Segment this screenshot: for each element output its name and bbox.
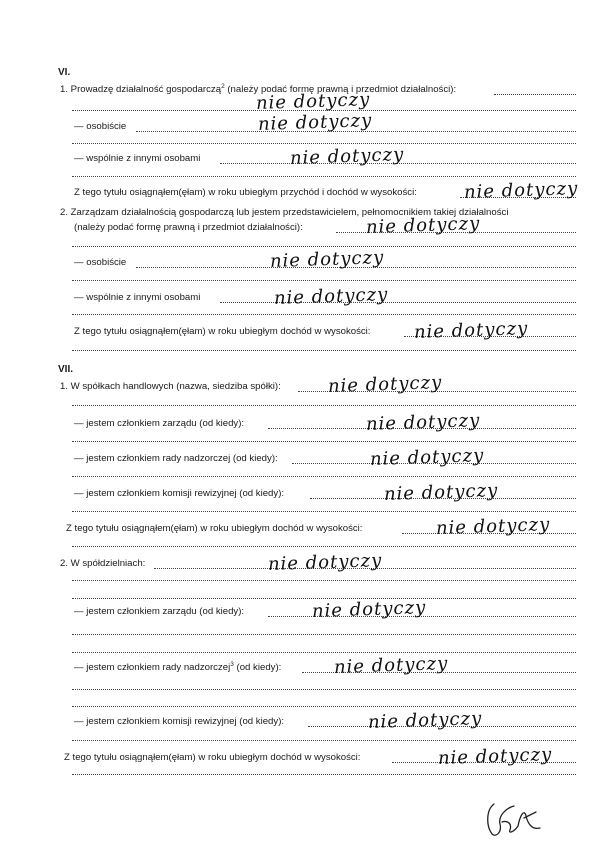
vii-1-income-answer: nie dotyczy — [435, 514, 551, 539]
vii-1-dotted-line-2 — [72, 405, 576, 406]
vi-2-answer: nie dotyczy — [365, 213, 481, 238]
vii-2-supervisory-line-2 — [72, 689, 576, 690]
vii-2-label: 2. W spółdzielniach: — [60, 558, 146, 569]
vii-1-supervisory-label: — jestem członkiem rady nadzorczej (od kiedy): — [74, 453, 278, 464]
vii-2-board-answer: nie dotyczy — [311, 597, 427, 622]
vi-1-joint-answer: nie dotyczy — [289, 144, 405, 169]
vii-1-supervisory-line-2 — [72, 476, 576, 477]
vii-2-supervisory-line-3 — [72, 706, 576, 707]
vi-2-dotted-line-2 — [72, 246, 576, 247]
vi-2-income-line-2 — [72, 350, 576, 351]
vii-1-label: 1. W spółkach handlowych (nazwa, siedziba spółki): — [60, 381, 281, 392]
vi-1-label: 1. Prowadzę działalność gospodarczą$^2$ (należy podać formę prawną i przedmiot działalności): — [60, 82, 457, 95]
vi-1-answer: nie dotyczy — [255, 89, 371, 114]
vii-1-supervisory-answer: nie dotyczy — [369, 445, 485, 470]
vii-2-income-line-2 — [72, 774, 576, 775]
vi-2-personal-answer: nie dotyczy — [269, 247, 385, 272]
vi-2-joint-answer: nie dotyczy — [273, 284, 389, 309]
vii-2-audit-label: — jestem członkiem komisji rewizyjnej (od kiedy): — [74, 716, 285, 727]
vi-1-personal-label: — osobiście — [74, 121, 127, 132]
vi-2-income-label: Z tego tytułu osiągnąłem(ęłam) w roku ubiegłym dochód w wysokości: — [74, 326, 371, 337]
vii-1-audit-line-2 — [72, 511, 576, 512]
vii-1-income-line-2 — [72, 546, 576, 547]
section-vii-heading: VII. — [58, 364, 74, 375]
vii-2-dotted-line-2 — [72, 580, 576, 581]
vii-2-dotted-line-3 — [72, 598, 576, 599]
vi-2-personal-line-2 — [72, 280, 576, 281]
vii-1-audit-answer: nie dotyczy — [383, 480, 499, 505]
vi-2-personal-label: — osobiście — [74, 257, 127, 268]
vii-1-answer: nie dotyczy — [327, 372, 443, 397]
vii-2-supervisory-answer: nie dotyczy — [333, 653, 449, 678]
vii-2-audit-answer: nie dotyczy — [367, 708, 483, 733]
vii-2-income-answer: nie dotyczy — [437, 744, 553, 769]
vii-1-board-line-2 — [72, 441, 576, 442]
vii-2-audit-line-2 — [72, 740, 576, 741]
vii-1-audit-label: — jestem członkiem komisji rewizyjnej (od kiedy): — [74, 488, 285, 499]
signature-image — [480, 796, 550, 844]
vii-1-board-answer: nie dotyczy — [365, 410, 481, 435]
vii-1-board-label: — jestem członkiem zarządu (od kiedy): — [74, 418, 245, 429]
vii-2-board-line-2 — [72, 634, 576, 635]
vi-1-personal-answer: nie dotyczy — [257, 110, 373, 135]
vi-2-joint-label: — wspólnie z innymi osobami — [74, 292, 201, 303]
vi-1-income-label: Z tego tytułu osiągnąłem(ęłam) w roku ubiegłym przychód i dochód w wysokości: — [74, 187, 417, 198]
vii-2-supervisory-label: — jestem członkiem rady nadzorczej$^3$ (od kiedy): — [74, 660, 282, 673]
vi-1-joint-line-2 — [72, 176, 576, 177]
vi-1-dotted-line — [494, 94, 576, 95]
vi-1-income-answer: nie dotyczy — [463, 178, 579, 203]
vi-2-joint-line-2 — [72, 314, 576, 315]
vi-2-income-answer: nie dotyczy — [413, 318, 529, 343]
vi-2-label-line2: (należy podać formę prawną i przedmiot działalności): — [74, 222, 303, 233]
vi-2-label-line1: 2. Zarządzam działalnością gospodarczą lub jestem przedstawicielem, pełnomocnikiem takiej działalności — [60, 207, 509, 218]
vii-2-board-line-3 — [72, 652, 576, 653]
vi-1-personal-line-2 — [72, 143, 576, 144]
section-vi-heading: VI. — [58, 67, 71, 78]
vii-2-income-label: Z tego tytułu osiągnąłem(ęłam) w roku ubiegłym dochód w wysokości: — [64, 752, 361, 763]
vii-2-board-label: — jestem członkiem zarządu (od kiedy): — [74, 606, 245, 617]
vi-1-joint-label: — wspólnie z innymi osobami — [74, 153, 201, 164]
vii-2-answer: nie dotyczy — [267, 550, 383, 575]
vii-1-income-label: Z tego tytułu osiągnąłem(ęłam) w roku ubiegłym dochód w wysokości: — [66, 523, 363, 534]
